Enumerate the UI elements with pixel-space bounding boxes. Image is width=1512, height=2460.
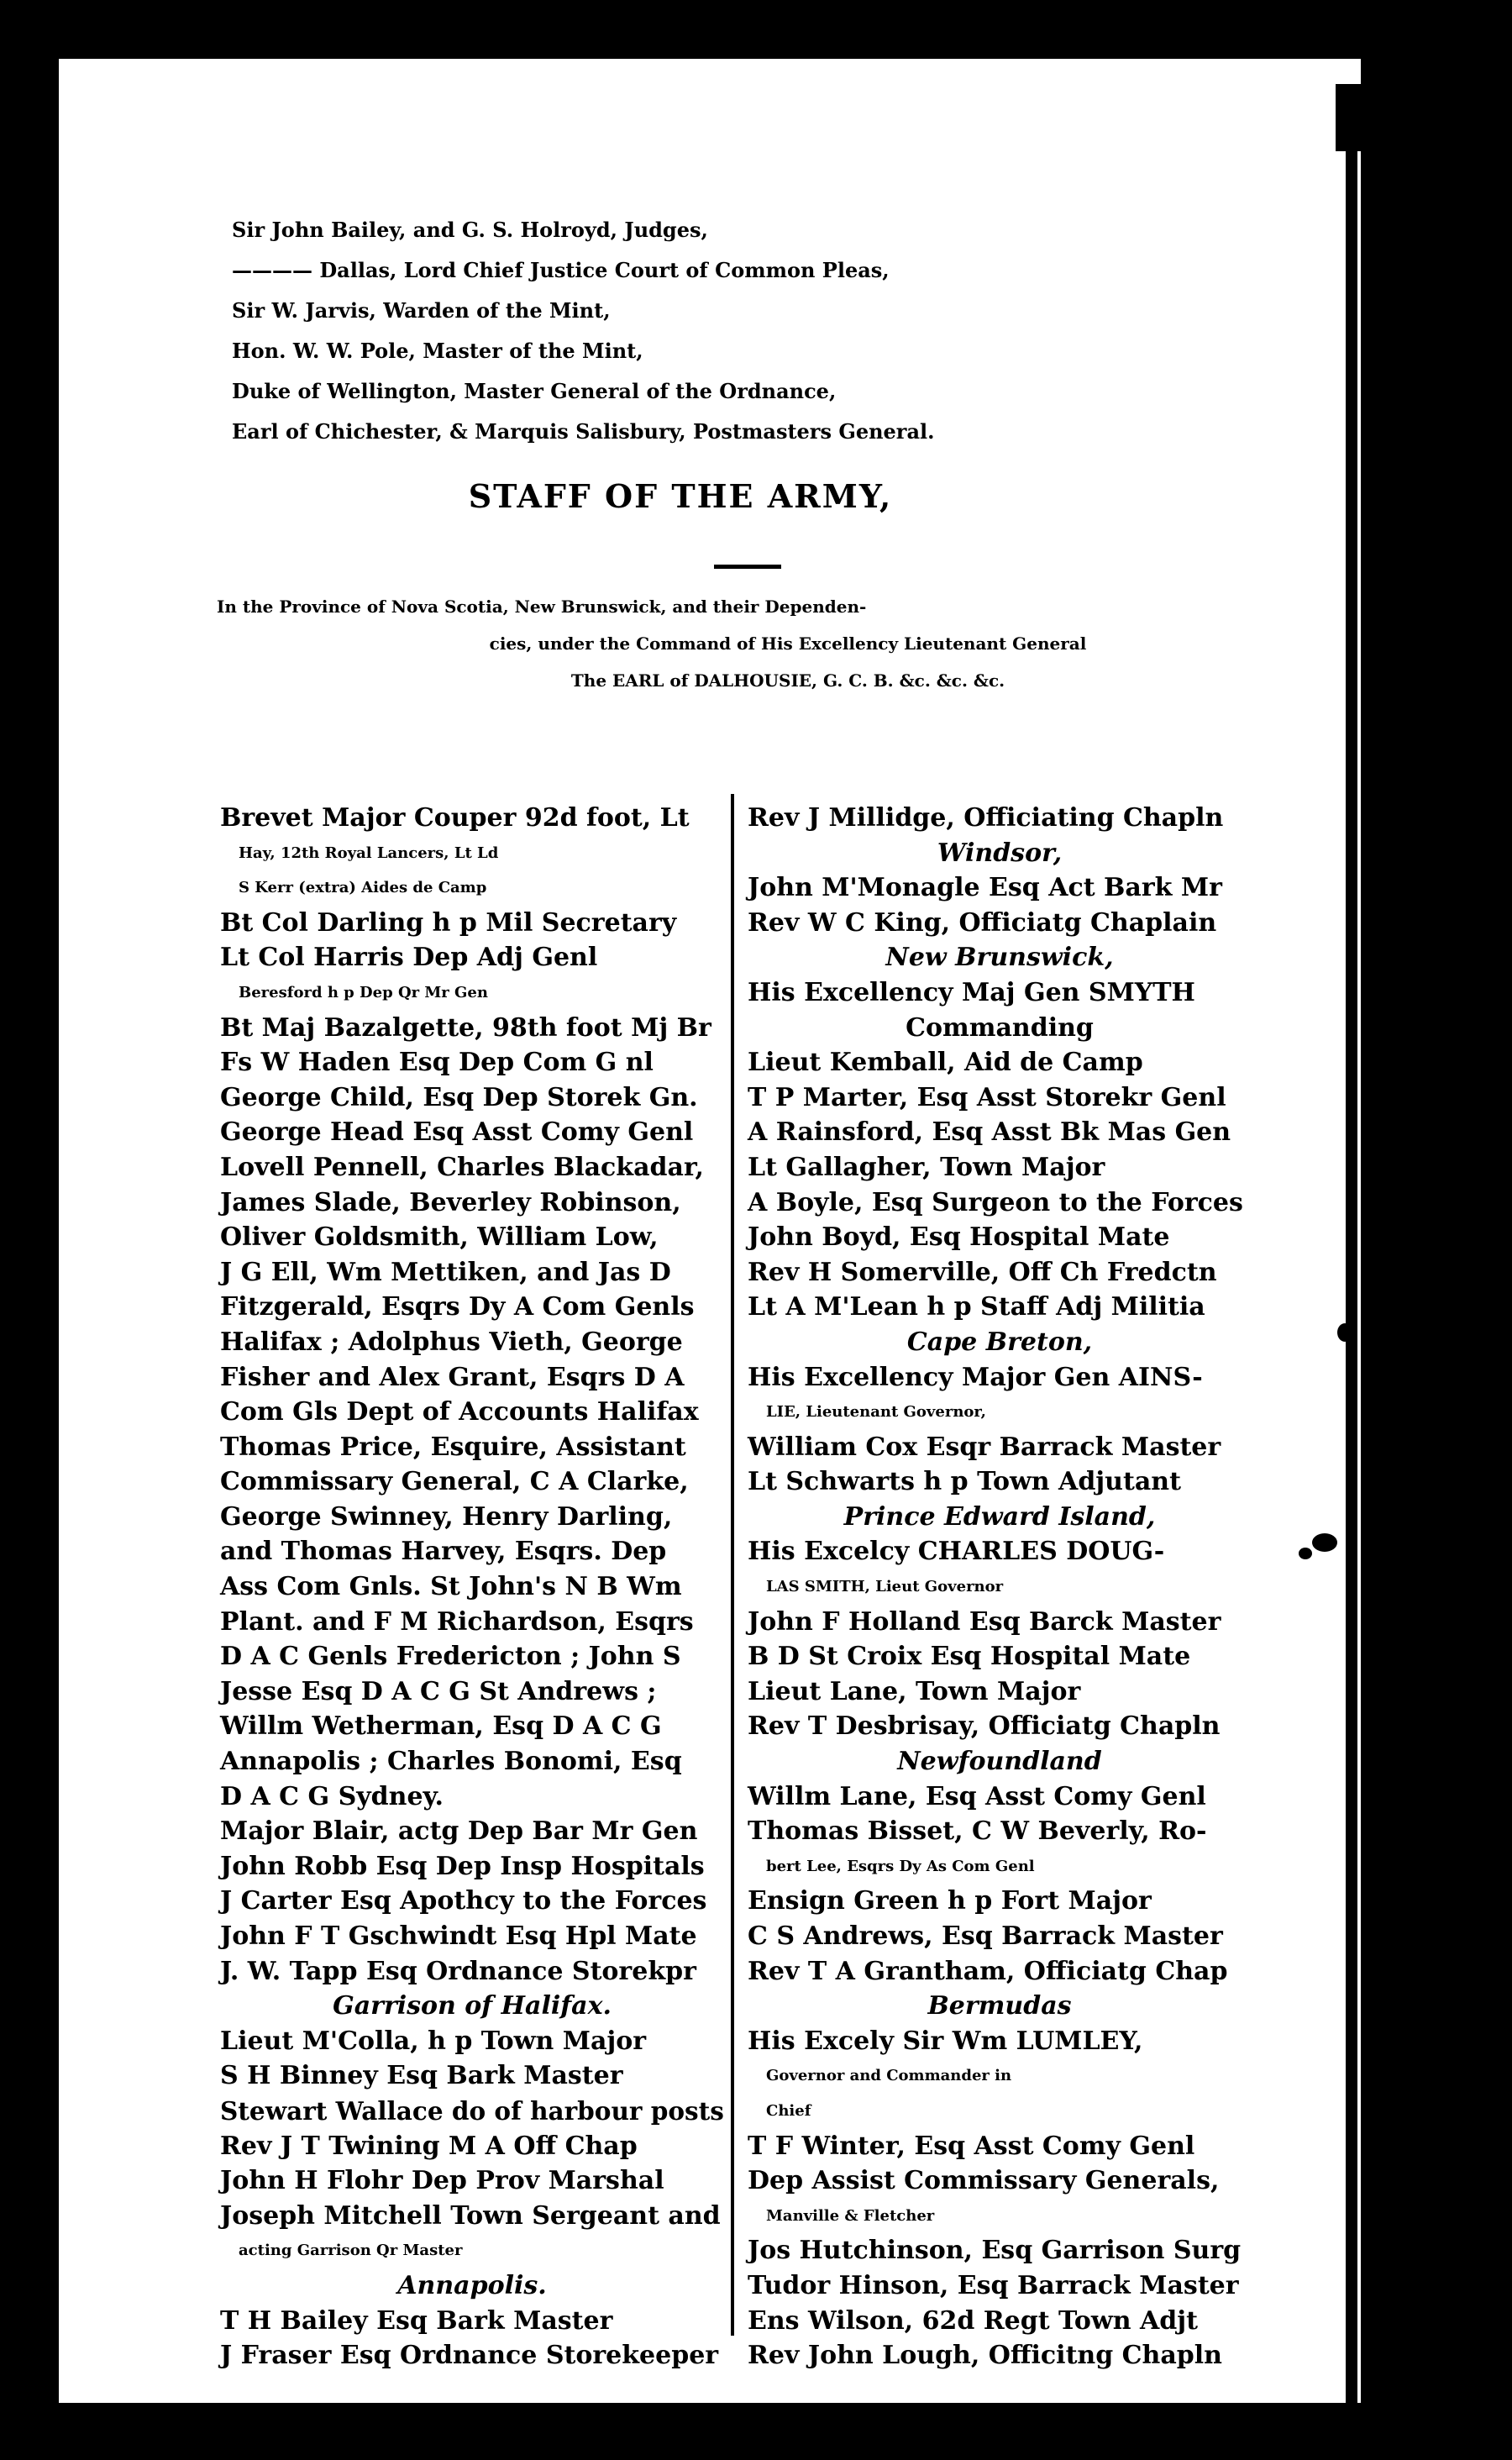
staff-entry: Bt Col Darling h p Mil Secretary (220, 907, 677, 938)
ink-blot (1312, 1533, 1337, 1552)
staff-entry: A Boyle, Esq Surgeon to the Forces (748, 1187, 1243, 1217)
intro-line: In the Province of Nova Scotia, New Brunswick, and their Dependen- (217, 597, 867, 617)
staff-entry: LAS SMITH, Lieut Governor (766, 1578, 1004, 1596)
staff-entry: John F Holland Esq Barck Master (748, 1606, 1221, 1637)
staff-entry: Annapolis ; Charles Bonomi, Esq (220, 1747, 682, 1777)
intro-line: The EARL of DALHOUSIE, G. C. B. &c. &c. &c. (570, 670, 1005, 691)
staff-entry: Fitzgerald, Esqrs Dy A Com Genls (220, 1292, 695, 1322)
staff-entry: Lt A M'Lean h p Staff Adj Militia (748, 1292, 1205, 1322)
place-heading: Bermudas (927, 1991, 1072, 2021)
staff-entry: John F T Gschwindt Esq Hpl Mate (220, 1921, 697, 1951)
staff-entry: T P Marter, Esq Asst Storekr Genl (748, 1082, 1226, 1112)
staff-entry: Hay, 12th Royal Lancers, Lt Ld (239, 844, 499, 862)
staff-entry: Rev H Somerville, Off Ch Fredctn (748, 1257, 1217, 1287)
official-line: Sir W. Jarvis, Warden of the Mint, (232, 298, 611, 323)
official-line: Earl of Chichester, & Marquis Salisbury, Postmasters General. (232, 419, 935, 444)
staff-entry: Lieut M'Colla, h p Town Major (220, 2026, 647, 2056)
staff-entry: John Robb Esq Dep Insp Hospitals (220, 1851, 705, 1881)
staff-entry: T H Bailey Esq Bark Master (220, 2305, 613, 2336)
staff-entry: Bt Maj Bazalgette, 98th foot Mj Br (220, 1012, 711, 1043)
staff-entry: Oliver Goldsmith, William Low, (220, 1222, 659, 1253)
staff-entry: Rev W C King, Officiatg Chaplain (748, 907, 1217, 938)
staff-entry: LIE, Lieutenant Governor, (766, 1403, 986, 1422)
staff-entry: C S Andrews, Esq Barrack Master (748, 1921, 1223, 1951)
staff-entry: Lt Schwarts h p Town Adjutant (748, 1467, 1181, 1497)
staff-entry: Thomas Price, Esquire, Assistant (220, 1432, 686, 1462)
staff-entry: Lt Gallagher, Town Major (748, 1152, 1105, 1182)
staff-entry: Fisher and Alex Grant, Esqrs D A (220, 1362, 685, 1392)
staff-entry: acting Garrison Qr Master (239, 2242, 463, 2260)
staff-entry: Rev J T Twining M A Off Chap (220, 2131, 638, 2161)
staff-entry: Rev T Desbrisay, Officiatg Chapln (748, 1711, 1221, 1742)
ink-blot (1394, 1327, 1411, 1348)
staff-entry: Major Blair, actg Dep Bar Mr Gen (220, 1816, 698, 1847)
staff-entry: His Excellency Major Gen AINS- (748, 1362, 1203, 1392)
staff-entry: J Fraser Esq Ordnance Storekeeper (220, 2341, 719, 2371)
staff-entry: and Thomas Harvey, Esqrs. Dep (220, 1537, 667, 1567)
staff-entry: His Excellency Maj Gen SMYTH (748, 977, 1195, 1007)
staff-entry: George Child, Esq Dep Storek Gn. (220, 1082, 698, 1112)
staff-entry: Jos Hutchinson, Esq Garrison Surg (748, 2236, 1242, 2266)
staff-entry: Governor and Commander in (766, 2067, 1012, 2085)
staff-entry: William Cox Esqr Barrack Master (748, 1432, 1221, 1462)
staff-entry: Commissary General, C A Clarke, (220, 1467, 689, 1497)
staff-entry: George Head Esq Asst Comy Genl (220, 1117, 694, 1148)
staff-entry: J Carter Esq Apothcy to the Forces (220, 1886, 707, 1916)
ink-blot (1299, 1548, 1312, 1559)
staff-entry: Lovell Pennell, Charles Blackadar, (220, 1152, 705, 1182)
staff-entry: T F Winter, Esq Asst Comy Genl (748, 2131, 1195, 2161)
staff-entry: Ass Com Gnls. St John's N B Wm (220, 1572, 682, 1602)
staff-entry: Ensign Green h p Fort Major (748, 1886, 1152, 1916)
column-divider (731, 794, 734, 2336)
section-intro (217, 588, 1359, 699)
official-line: ———— Dallas, Lord Chief Justice Court of Common Pleas, (232, 258, 890, 282)
section-rule (714, 565, 781, 569)
staff-entry: Ens Wilson, 62d Regt Town Adjt (748, 2305, 1198, 2336)
place-heading: Cape Breton, (906, 1327, 1093, 1357)
staff-entry: J G Ell, Wm Mettiken, and Jas D (220, 1257, 671, 1287)
official-line: Duke of Wellington, Master General of the Ordnance, (232, 379, 837, 403)
staff-entry: Joseph Mitchell Town Sergeant and (220, 2200, 721, 2231)
staff-entry: Lieut Kemball, Aid de Camp (748, 1048, 1143, 1078)
left-column (220, 801, 724, 2373)
staff-entry: Lt Col Harris Dep Adj Genl (220, 943, 598, 973)
staff-entry: J. W. Tapp Esq Ordnance Storekpr (220, 1956, 696, 1986)
staff-entry: His Excelcy CHARLES DOUG- (748, 1537, 1165, 1567)
place-heading: Annapolis. (397, 2270, 547, 2300)
official-line: Hon. W. W. Pole, Master of the Mint, (232, 339, 643, 363)
staff-entry: John M'Monagle Esq Act Bark Mr (748, 873, 1222, 903)
staff-entry: Lieut Lane, Town Major (748, 1676, 1081, 1706)
staff-entry: D A C G Sydney. (220, 1781, 444, 1811)
place-heading: Garrison of Halifax. (333, 1991, 612, 2021)
place-heading: Newfoundland (897, 1747, 1102, 1777)
staff-entry: Jesse Esq D A C G St Andrews ; (220, 1676, 657, 1706)
staff-entry: Dep Assist Commissary Generals, (748, 2166, 1220, 2196)
staff-entry: His Excely Sir Wm LUMLEY, (748, 2026, 1143, 2056)
staff-entry: Stewart Wallace do of harbour posts (220, 2095, 724, 2126)
staff-entry: Brevet Major Couper 92d foot, Lt (220, 803, 690, 833)
official-line: Sir John Bailey, and G. S. Holroyd, Judges, (232, 218, 708, 242)
staff-entry: Manville & Fletcher (766, 2206, 935, 2225)
place-heading: New Brunswick, (885, 943, 1114, 973)
staff-entry: John Boyd, Esq Hospital Mate (748, 1222, 1170, 1253)
staff-entry: Halifax ; Adolphus Vieth, George (220, 1327, 683, 1357)
ink-blot (1441, 1533, 1460, 1550)
staff-entry: Rev T A Grantham, Officiatg Chap (748, 1956, 1228, 1986)
staff-entry: Commanding (906, 1012, 1094, 1043)
staff-entry: B D St Croix Esq Hospital Mate (748, 1642, 1191, 1672)
place-heading: Windsor, (937, 838, 1063, 868)
staff-entry: Tudor Hinson, Esq Barrack Master (748, 2270, 1239, 2300)
staff-entry: John H Flohr Dep Prov Marshal (220, 2166, 664, 2196)
staff-entry: Willm Wetherman, Esq D A C G (220, 1711, 662, 1742)
officials-list (232, 210, 1357, 452)
right-column (748, 801, 1252, 2373)
staff-entry: Thomas Bisset, C W Beverly, Ro- (748, 1816, 1207, 1847)
staff-entry: Chief (766, 2101, 811, 2120)
staff-entry: James Slade, Beverley Robinson, (220, 1187, 681, 1217)
ink-blot (1337, 1323, 1352, 1342)
staff-entry: D A C Genls Fredericton ; John S (220, 1642, 681, 1672)
staff-entry: A Rainsford, Esq Asst Bk Mas Gen (748, 1117, 1231, 1148)
intro-line: cies, under the Command of His Excellency Lieutenant General (489, 633, 1087, 654)
place-heading: Prince Edward Island, (843, 1501, 1156, 1532)
staff-entry: Rev J Millidge, Officiating Chapln (748, 803, 1224, 833)
staff-entry: Willm Lane, Esq Asst Comy Genl (748, 1781, 1206, 1811)
staff-entry: S Kerr (extra) Aides de Camp (239, 879, 487, 897)
staff-entry: Plant. and F M Richardson, Esqrs (220, 1606, 694, 1637)
staff-entry: Beresford h p Dep Qr Mr Gen (239, 983, 488, 1001)
staff-entry: bert Lee, Esqrs Dy As Com Genl (766, 1857, 1035, 1875)
staff-entry: Com Gls Dept of Accounts Halifax (220, 1397, 699, 1427)
staff-entry: Rev John Lough, Officitng Chapln (748, 2341, 1222, 2371)
section-title: STAFF OF THE ARMY, (468, 477, 893, 515)
staff-entry: S H Binney Esq Bark Master (220, 2061, 623, 2091)
staff-entry: Fs W Haden Esq Dep Com G nl (220, 1048, 654, 1078)
staff-entry: George Swinney, Henry Darling, (220, 1501, 673, 1532)
